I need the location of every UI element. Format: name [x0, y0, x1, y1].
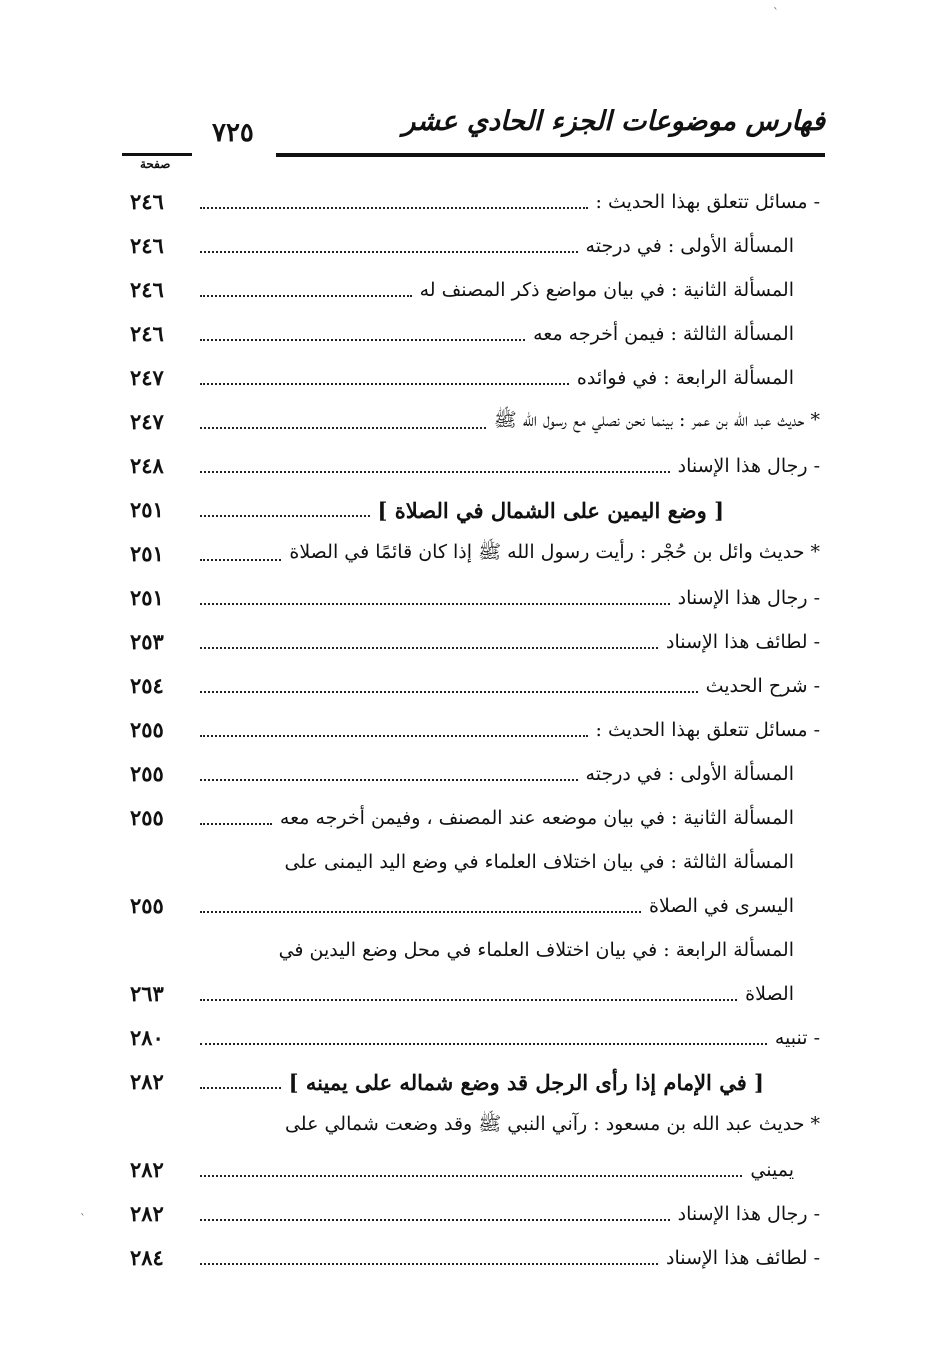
toc-section-heading	[130, 488, 820, 532]
toc-entry-page: ٢٦٣	[130, 981, 164, 1006]
dot-leader	[200, 691, 698, 693]
dot-leader	[200, 1219, 670, 1221]
toc-entry-page: ٢٥١	[130, 497, 164, 522]
toc-entry-page: ٢٥١	[130, 541, 164, 566]
toc-entry-text: الصلاة	[745, 983, 794, 1005]
toc-entry-text: - لطائف هذا الإسناد	[666, 1247, 820, 1269]
dot-leader	[200, 735, 588, 737]
toc-entry-text: المسألة الأولى : في درجته	[585, 763, 794, 785]
toc-entry	[130, 444, 820, 488]
toc-entry-page: ٢٤٧	[130, 365, 164, 390]
toc-entry-page: ٢٤٦	[130, 321, 164, 346]
toc-entry	[130, 796, 820, 840]
toc-entry-page: ٢٥٣	[130, 629, 164, 654]
toc-entry-page: ٢٥٥	[130, 717, 164, 742]
toc-entry-text: * حديث عبد الله بن مسعود : رآني النبي ﷺ وقد وضعت شمالي على	[284, 1113, 820, 1135]
toc-entry-text: يميني	[750, 1159, 794, 1181]
toc-entry-text: المسألة الثالثة : في بيان اختلاف العلماء في وضع اليد اليمنى على	[284, 851, 794, 873]
toc-entry	[130, 224, 820, 268]
scan-mark: ˋ	[773, 6, 779, 20]
toc-entry	[130, 664, 820, 708]
dot-leader	[200, 383, 569, 385]
dot-leader	[200, 779, 578, 781]
toc-entry-text: المسألة الرابعة : في فوائده	[576, 367, 794, 389]
dot-leader	[200, 427, 486, 429]
dot-leader	[200, 823, 272, 825]
toc-entry	[130, 400, 820, 444]
toc-entry-text: - لطائف هذا الإسناد	[666, 631, 820, 653]
toc-entry-page: ٢٥٥	[130, 805, 164, 830]
toc-entry-text: - شرح الحديث	[705, 675, 820, 697]
dot-leader	[200, 515, 370, 517]
toc-entry-page: ٢٥١	[130, 585, 164, 610]
toc-entry-text: - رجال هذا الإسناد	[677, 1203, 820, 1225]
dot-leader	[200, 1043, 767, 1045]
toc-entry-page: ٢٤٦	[130, 277, 164, 302]
toc-entry-text: [ في الإمام إذا رأى الرجل قد وضع شماله على يمينه ]	[288, 1069, 764, 1095]
toc-entry	[130, 928, 820, 972]
page-column-label: صفحة	[140, 157, 171, 171]
running-header-title: فهارس موضوعات الجزء الحادي عشر	[402, 106, 825, 137]
toc-section-heading	[130, 1060, 820, 1104]
toc-entry-text: المسألة الثانية : في بيان موضعه عند المصنف ، وفيمن أخرجه معه	[279, 807, 794, 829]
toc-entry-page: ٢٨٠	[130, 1025, 164, 1050]
toc-entry	[130, 356, 820, 400]
toc-entry-page: ٢٨٤	[130, 1245, 164, 1270]
toc-entry-page: ٢٤٧	[130, 409, 164, 434]
dot-leader	[200, 295, 412, 297]
toc-entry	[130, 268, 820, 312]
header-rule	[276, 153, 825, 157]
toc-entry	[130, 840, 820, 884]
toc-entry	[130, 972, 820, 1016]
toc-entry-text: المسألة الثانية : في بيان مواضع ذكر المصنف له	[419, 279, 794, 301]
toc-entry	[130, 1192, 820, 1236]
dot-leader	[200, 339, 525, 341]
toc-entry-text: المسألة الرابعة : في بيان اختلاف العلماء في محل وضع اليدين في	[278, 939, 794, 961]
toc-entry-page: ٢٥٥	[130, 761, 164, 786]
toc-entry-text: [ وضع اليمين على الشمال في الصلاة ]	[377, 497, 724, 523]
toc-entry	[130, 884, 820, 928]
toc-entry-text: * حديث وائل بن حُجْر : رأيت رسول الله ﷺ إذا كان قائمًا في الصلاة	[289, 541, 820, 563]
toc-entry-text: المسألة الثالثة : فيمن أخرجه معه	[533, 323, 794, 345]
dot-leader	[200, 1175, 742, 1177]
toc-entry	[130, 576, 820, 620]
dot-leader	[200, 603, 670, 605]
toc-entry-text: * حديث عبد الله بن عمر : بينما نحن نصلي مع رسول الله ﷺ	[493, 409, 820, 431]
dot-leader	[200, 471, 670, 473]
dot-leader	[200, 207, 588, 209]
dot-leader	[200, 251, 578, 253]
toc-entry	[130, 1104, 820, 1148]
page-column-rule	[122, 153, 192, 156]
toc-entry-page: ٢٤٨	[130, 453, 164, 478]
toc-entry-page: ٢٨٢	[130, 1201, 164, 1226]
toc-entry-page: ٢٥٥	[130, 893, 164, 918]
toc-entry-page: ٢٤٦	[130, 189, 164, 214]
dot-leader	[200, 647, 658, 649]
toc-entry	[130, 752, 820, 796]
dot-leader	[200, 999, 737, 1001]
scan-mark: ˋ	[80, 1212, 86, 1226]
toc-entry	[130, 708, 820, 752]
page-number: ٧٢٥	[212, 118, 254, 148]
toc-entry-page: ٢٨٢	[130, 1069, 164, 1094]
toc-entry-page: ٢٤٦	[130, 233, 164, 258]
toc-entry	[130, 1016, 820, 1060]
toc-entry	[130, 1148, 820, 1192]
toc-entry-text: - مسائل تتعلق بهذا الحديث :	[595, 719, 820, 741]
toc-entry	[130, 180, 820, 224]
dot-leader	[200, 559, 281, 561]
toc-entry-text: - رجال هذا الإسناد	[677, 587, 820, 609]
dot-leader	[200, 1263, 658, 1265]
toc-entry-text: المسألة الأولى : في درجته	[585, 235, 794, 257]
dot-leader	[200, 911, 641, 913]
toc-entry-text: - رجال هذا الإسناد	[677, 455, 820, 477]
toc-entry-text: - مسائل تتعلق بهذا الحديث :	[595, 191, 820, 213]
toc-entry-text: اليسرى في الصلاة	[649, 895, 794, 917]
toc-entry	[130, 312, 820, 356]
toc-entry-page: ٢٥٤	[130, 673, 164, 698]
toc-entry-page: ٢٨٢	[130, 1157, 164, 1182]
dot-leader	[200, 1087, 281, 1089]
toc-entry	[130, 620, 820, 664]
toc-entry	[130, 1236, 820, 1280]
toc-entry-text: - تنبيه	[774, 1027, 820, 1049]
toc-entry	[130, 532, 820, 576]
